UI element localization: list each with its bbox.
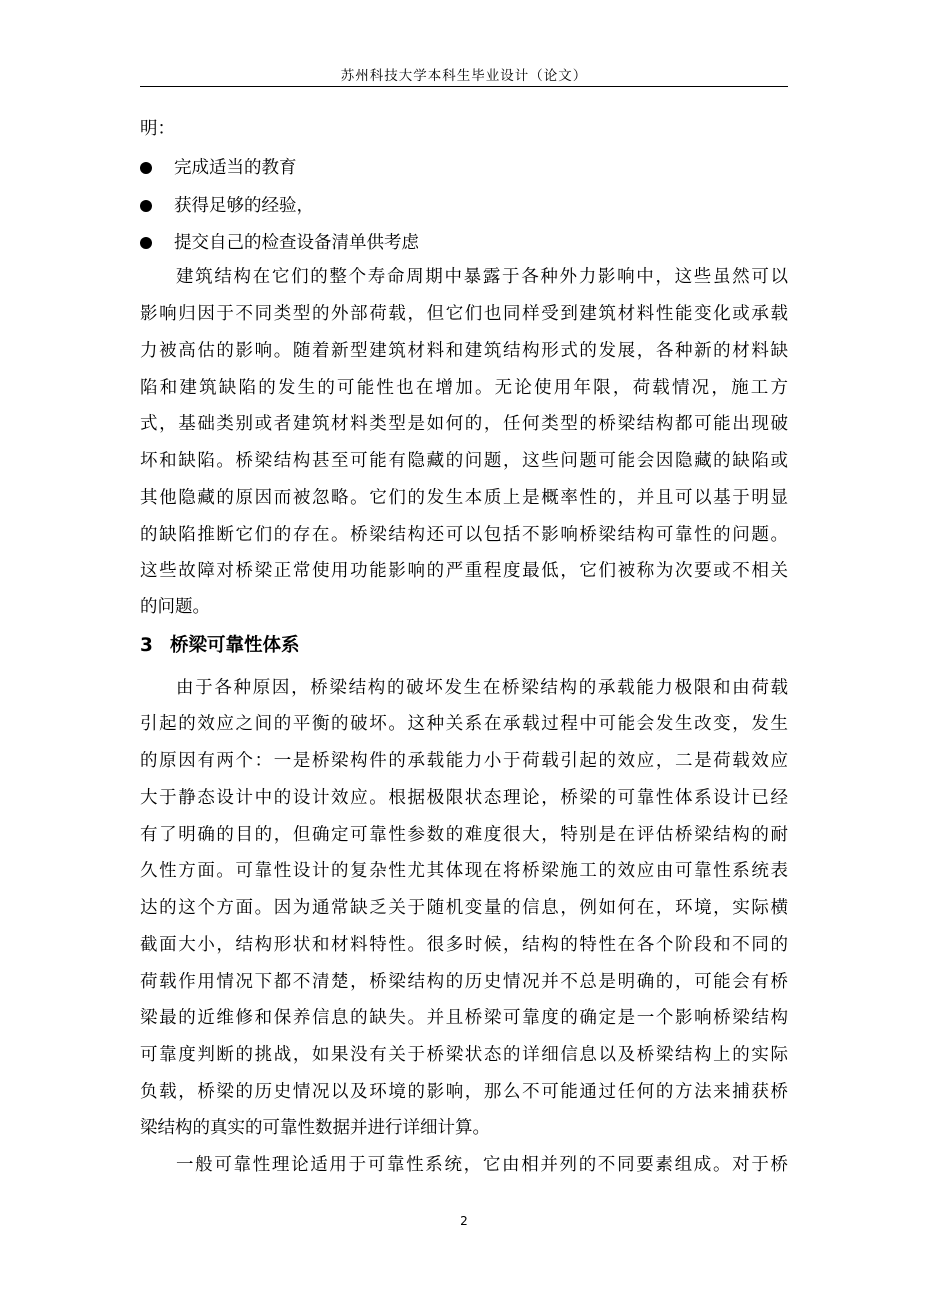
- text-line: 力被高估的影响。随着新型建筑材料和建筑结构形式的发展，各种新的材料缺: [140, 341, 788, 361]
- header-rule: [140, 86, 788, 87]
- text-line: 荷载作用情况下都不清楚，桥梁结构的历史情况并不总是明确的，可能会有桥: [140, 972, 788, 992]
- text-line: 截面大小，结构形状和材料特性。很多时候，结构的特性在各个阶段和不同的: [140, 935, 788, 955]
- text-line: 的缺陷推断它们的存在。桥梁结构还可以包括不影响桥梁结构可靠性的问题。: [140, 525, 788, 545]
- bullet-item: 提交自己的检查设备清单供考虑: [174, 233, 419, 253]
- text-line: 其他隐藏的原因而被忽略。它们的发生本质上是概率性的，并且可以基于明显: [140, 488, 788, 508]
- section-number: 3: [140, 635, 153, 656]
- section-title: 桥梁可靠性体系: [170, 635, 300, 656]
- text-line: 的问题。: [140, 597, 210, 617]
- text-line: 一般可靠性理论适用于可靠性系统，它由相并列的不同要素组成。对于桥: [176, 1155, 788, 1175]
- text-line: 梁最的近维修和保养信息的缺失。并且桥梁可靠度的确定是一个影响桥梁结构: [140, 1008, 788, 1028]
- bullet-dot: [140, 162, 152, 174]
- text-line: 有了明确的目的，但确定可靠性参数的难度很大，特别是在评估桥梁结构的耐: [140, 825, 788, 845]
- text-line: 式，基础类别或者建筑材料类型是如何的，任何类型的桥梁结构都可能出现破: [140, 414, 788, 434]
- text-line: 负载，桥梁的历史情况以及环境的影响，那么不可能通过任何的方法来捕获桥: [140, 1082, 788, 1102]
- bullet-dot: [140, 200, 152, 212]
- text-line: 达的这个方面。因为通常缺乏关于随机变量的信息，例如何在，环境，实际横: [140, 898, 788, 918]
- page-header: 苏州科技大学本科生毕业设计（论文）: [340, 68, 588, 84]
- text-line: 坏和缺陷。桥梁结构甚至可能有隐藏的问题，这些问题可能会因隐藏的缺陷或: [140, 451, 788, 471]
- text-line: 梁结构的真实的可靠性数据并进行详细计算。: [140, 1118, 490, 1138]
- text-line: 影响归因于不同类型的外部荷载，但它们也同样受到建筑材料性能变化或承载: [140, 304, 788, 324]
- bullet-dot: [140, 237, 152, 249]
- text-line: 可靠度判断的挑战，如果没有关于桥梁状态的详细信息以及桥梁结构上的实际: [140, 1045, 788, 1065]
- page-number: 2: [460, 1214, 468, 1228]
- text-line: 的原因有两个：一是桥梁构件的承载能力小于荷载引起的效应，二是荷载效应: [140, 751, 788, 771]
- bullet-item: 获得足够的经验，: [174, 196, 314, 216]
- text-line: 建筑结构在它们的整个寿命周期中暴露于各种外力影响中，这些虽然可以: [176, 267, 788, 287]
- text-line: 久性方面。可靠性设计的复杂性尤其体现在将桥梁施工的效应由可靠性系统表: [140, 861, 788, 881]
- text-line: 大于静态设计中的设计效应。根据极限状态理论，桥梁的可靠性体系设计已经: [140, 788, 788, 808]
- text-line: 陷和建筑缺陷的发生的可能性也在增加。无论使用年限，荷载情况，施工方: [140, 378, 788, 398]
- text-line: 这些故障对桥梁正常使用功能影响的严重程度最低，它们被称为次要或不相关: [140, 561, 788, 581]
- intro-text: 明：: [140, 119, 175, 139]
- text-line: 由于各种原因，桥梁结构的破坏发生在桥梁结构的承载能力极限和由荷载: [176, 678, 788, 698]
- bullet-item: 完成适当的教育: [174, 158, 297, 178]
- text-line: 引起的效应之间的平衡的破坏。这种关系在承载过程中可能会发生改变，发生: [140, 714, 788, 734]
